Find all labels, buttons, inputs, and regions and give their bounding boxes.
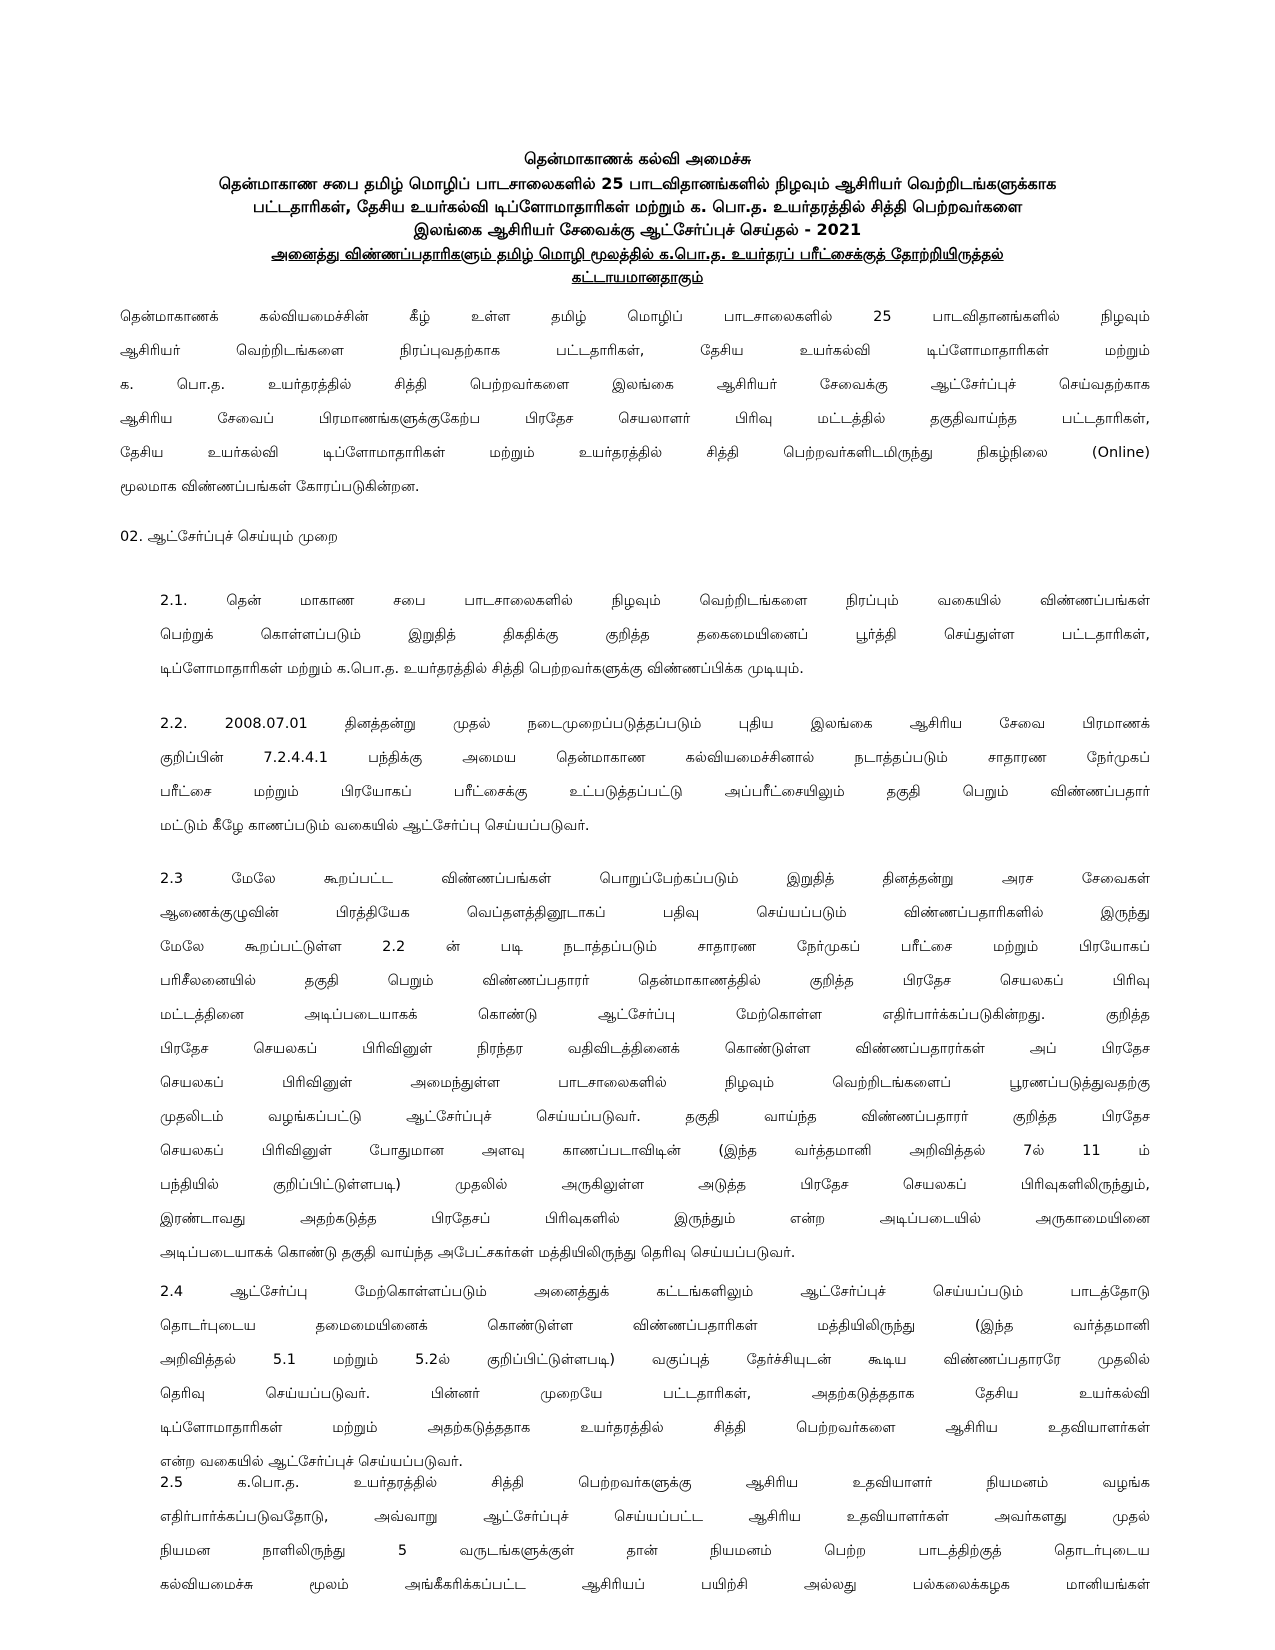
clause-line: மேலே கூறப்பட்டுள்ள 2.2 ன் படி நடாத்தப்படும் சாதாரண நேர்முகப் பரீட்சை மற்றும் பிரயோகப் xyxy=(160,939,1150,955)
clause-line: மட்டத்தினை அடிப்படையாகக் கொண்டு ஆட்சேர்ப்பு மேற்கொள்ள எதிர்பார்க்கப்படுகின்றது. குறித்த xyxy=(160,1007,1150,1023)
mandatory-note-line: கட்டாயமானதாகும் xyxy=(571,268,704,286)
paragraph-line: தென்மாகாணக் கல்வியமைச்சின் கீழ் உள்ள தமிழ் மொழிப் பாடசாலைகளில் 25 பாடவிதானங்களில் நிழவும் xyxy=(120,309,1150,325)
clause-2-5 xyxy=(160,1466,1150,1602)
mandatory-note xyxy=(120,243,1155,289)
ministry-title: தென்மாகாணக் கல்வி அமைச்சு xyxy=(524,149,751,168)
clause-line: மட்டும் கீழே காணப்படும் வகையில் ஆட்சேர்ப்பு செய்யப்படுவர். xyxy=(160,818,590,834)
paragraph-line: ஆசிரியர் வெற்றிடங்களை நிரப்புவதற்காக பட்டதாரிகள், தேசிய உயர்கல்வி டிப்ளோமாதாரிகள் மற்றும் xyxy=(120,343,1150,359)
clause-line: பரிசீலனையில் தகுதி பெறும் விண்ணப்பதாரர் தென்மாகாணத்தில் குறித்த பிரதேச செயலகப் பிரிவு xyxy=(160,973,1150,989)
clause-line: எதிர்பார்க்கப்படுவதோடு, அவ்வாறு ஆட்சேர்ப்புச் செய்யப்பட்ட ஆசிரிய உதவியாளர்கள் அவர்களது முதல் xyxy=(160,1509,1150,1525)
clause-line: 2.4 ஆட்சேர்ப்பு மேற்கொள்ளப்படும் அனைத்துக் கட்டங்களிலும் ஆட்சேர்ப்புச் செய்யப்படும் பாடத்தோடு xyxy=(160,1284,1150,1300)
clause-line: அடிப்படையாகக் கொண்டு தகுதி வாய்ந்த அபேட்சகர்கள் மத்தியிலிருந்து தெரிவு செய்யப்படுவர். xyxy=(160,1245,796,1261)
clause-line: 2.1. தென் மாகாண சபை பாடசாலைகளில் நிழவும் வெற்றிடங்களை நிரப்பும் வகையில் விண்ணப்பங்கள் xyxy=(160,593,1150,609)
clause-line: 2.3 மேலே கூறப்பட்ட விண்ணப்பங்கள் பொறுப்பேற்கப்படும் இறுதித் தினத்தன்று அரச சேவைகள் xyxy=(160,871,1150,887)
clause-line: நியமன நாளிலிருந்து 5 வருடங்களுக்குள் தான் நியமனம் பெற்ற பாடத்திற்குத் தொடர்புடைய xyxy=(160,1543,1150,1559)
clause-line: குறிப்பின் 7.2.4.4.1 பந்திக்கு அமைய தென்மாகாண கல்வியமைச்சினால் நடாத்தப்படும் சாதாரண நேர்முகப் xyxy=(160,750,1150,766)
clause-line: என்ற வகையில் ஆட்சேர்ப்புச் செய்யப்படுவர். xyxy=(160,1454,464,1470)
clause-line: 2.2. 2008.07.01 தினத்தன்று முதல் நடைமுறைப்படுத்தப்படும் புதிய இலங்கை ஆசிரிய சேவை பிரமாணக் xyxy=(160,716,1150,732)
clause-2-1 xyxy=(160,584,1150,686)
clause-line: பிரதேச செயலகப் பிரிவினுள் நிரந்தர வதிவிடத்தினைக் கொண்டுள்ள விண்ணப்பதாரர்கள் அப் பிரதேச xyxy=(160,1041,1150,1057)
paragraph-line: க. பொ.த. உயர்தரத்தில் சித்தி பெற்றவர்களை இலங்கை ஆசிரியர் சேவைக்கு ஆட்சேர்ப்புச் செய்வதற்காக xyxy=(120,377,1150,393)
intro-paragraph xyxy=(120,300,1150,504)
clause-line: டிப்ளோமாதாரிகள் மற்றும் க.பொ.த. உயர்தரத்தில் சித்தி பெற்றவர்களுக்கு விண்ணப்பிக்க முடியும். xyxy=(160,661,804,677)
paragraph-line: மூலமாக விண்ணப்பங்கள் கோரப்படுகின்றன. xyxy=(120,479,420,495)
paragraph-line: ஆசிரிய சேவைப் பிரமாணங்களுக்குகேற்ப பிரதேச செயலாளர் பிரிவு மட்டத்தில் தகுதிவாய்ந்த பட்டதாரிகள், xyxy=(120,411,1150,427)
clause-line: முதலிடம் வழங்கப்பட்டு ஆட்சேர்ப்புச் செய்யப்படுவர். தகுதி வாய்ந்த விண்ணப்பதாரர் குறித்த பிரதேச xyxy=(160,1109,1150,1125)
clause-line: கல்வியமைச்சு மூலம் அங்கீகரிக்கப்பட்ட ஆசிரியப் பயிற்சி அல்லது பல்கலைக்கழக மானியங்கள் xyxy=(160,1577,1150,1593)
clause-line: செயலகப் பிரிவினுள் போதுமான அளவு காணப்படாவிடின் (இந்த வர்த்தமானி அறிவித்தல் 7ல் 11 ம் xyxy=(160,1143,1150,1159)
clause-line: தெரிவு செய்யப்படுவர். பின்னர் முறையே பட்டதாரிகள், அதற்கடுத்ததாக தேசிய உயர்கல்வி xyxy=(160,1386,1150,1402)
paragraph-line: தேசிய உயர்கல்வி டிப்ளோமாதாரிகள் மற்றும் உயர்தரத்தில் சித்தி பெற்றவர்களிடமிருந்து நிகழ்நிலை (Online) xyxy=(120,445,1150,461)
clause-line: ஆணைக்குழுவின் பிரத்தியேக வெப்தளத்தினூடாகப் பதிவு செய்யப்படும் விண்ணப்பதாரிகளில் இருந்து xyxy=(160,905,1150,921)
clause-line: தொடர்புடைய தமைமையினைக் கொண்டுள்ள விண்ணப்பதாரிகள் மத்தியிலிருந்து (இந்த வர்த்தமானி xyxy=(160,1318,1150,1334)
subject-title-line: தென்மாகாண சபை தமிழ் மொழிப் பாடசாலைகளில் 25 பாடவிதானங்களில் நிழவும் ஆசிரியர் வெற்றிடங்களுக்காக xyxy=(218,174,1057,193)
subject-title xyxy=(120,172,1155,241)
clause-line: பரீட்சை மற்றும் பிரயோகப் பரீட்சைக்கு உட்படுத்தப்பட்டு அப்பரீட்சையிலும் தகுதி பெறும் விண்ணப்பதார் xyxy=(160,784,1150,800)
subject-title-line: பட்டதாரிகள், தேசிய உயர்கல்வி டிப்ளோமாதாரிகள் மற்றும் க. பொ.த. உயர்தரத்தில் சித்தி பெற்றவர்களை xyxy=(252,197,1023,216)
subject-title-line: இலங்கை ஆசிரியர் சேவைக்கு ஆட்சேர்ப்புச் செய்தல் - 2021 xyxy=(413,220,862,239)
clause-line: செயலகப் பிரிவினுள் அமைந்துள்ள பாடசாலைகளில் நிழவும் வெற்றிடங்களைப் பூரணப்படுத்துவதற்கு xyxy=(160,1075,1150,1091)
clause-2-4 xyxy=(160,1275,1150,1479)
clause-line: அறிவித்தல் 5.1 மற்றும் 5.2ல் குறிப்பிட்டுள்ளபடி) வகுப்புத் தேர்ச்சியுடன் கூடிய விண்ணப்பதாரரே முதலில் xyxy=(160,1352,1150,1368)
clause-line: டிப்ளோமாதாரிகள் மற்றும் அதற்கடுத்ததாக உயர்தரத்தில் சித்தி பெற்றவர்களை ஆசிரிய உதவியாளர்கள் xyxy=(160,1420,1150,1436)
section-02-heading: 02. ஆட்சேர்ப்புச் செய்யும் முறை xyxy=(120,529,338,545)
clause-2-3 xyxy=(160,862,1150,1270)
clause-line: பந்தியில் குறிப்பிட்டுள்ளபடி) முதலில் அருகிலுள்ள அடுத்த பிரதேச செயலகப் பிரிவுகளிலிருந்தும், xyxy=(160,1177,1150,1193)
clause-2-2 xyxy=(160,707,1150,843)
clause-line: இரண்டாவது அதற்கடுத்த பிரதேசப் பிரிவுகளில் இருந்தும் என்ற அடிப்படையில் அருகாமையினை xyxy=(160,1211,1150,1227)
clause-line: 2.5 க.பொ.த. உயர்தரத்தில் சித்தி பெற்றவர்களுக்கு ஆசிரிய உதவியாளர் நியமனம் வழங்க xyxy=(160,1475,1150,1491)
mandatory-note-line: அனைத்து விண்ணப்பதாரிகளும் தமிழ் மொழி மூலத்தில் க.பொ.த. உயர்தரப் பரீட்சைக்குத் தோற்றியிருத்தல் xyxy=(271,245,1004,263)
clause-line: பெற்றுக் கொள்ளப்படும் இறுதித் திகதிக்கு குறித்த தகைமையினைப் பூர்த்தி செய்துள்ள பட்டதாரிகள், xyxy=(160,627,1150,643)
